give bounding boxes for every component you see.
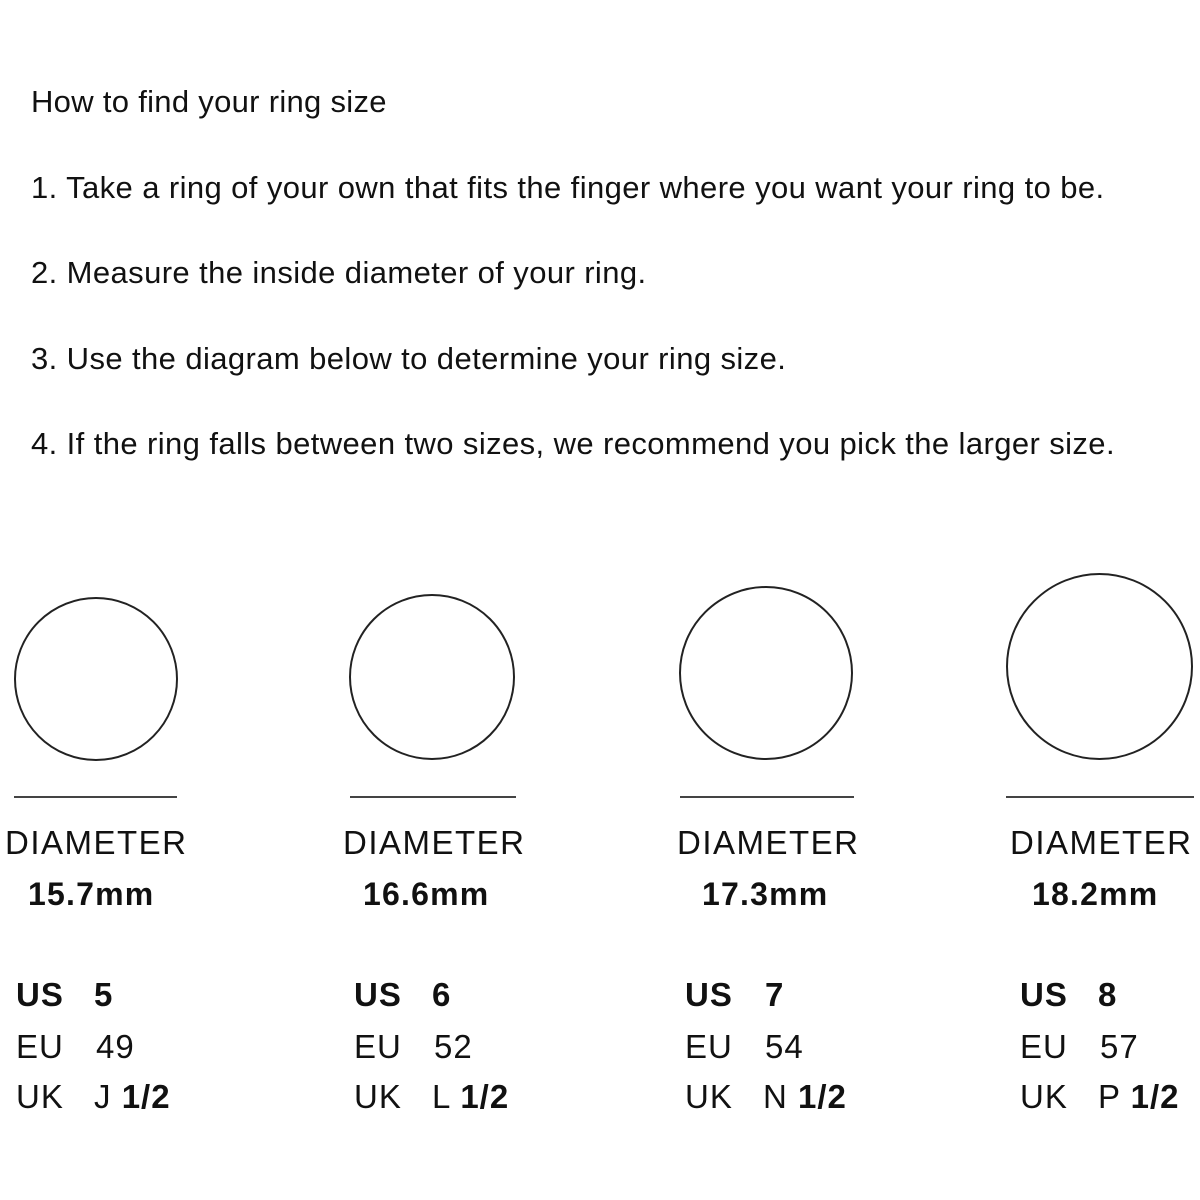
diameter-label: DIAMETER [343,824,526,861]
us-label: US [16,976,64,1013]
uk-size-letter: N [763,1078,788,1115]
us-size-value: 7 [765,976,785,1013]
us-label: US [685,976,733,1013]
diameter-value: 15.7mm [28,876,155,912]
diameter-value: 16.6mm [363,876,490,912]
us-size-value: 5 [94,976,114,1013]
uk-size-fraction: 1/2 [121,1078,171,1115]
eu-size-value: 54 [765,1028,804,1065]
diameter-label: DIAMETER [677,824,860,861]
eu-size-value: 57 [1100,1028,1139,1065]
uk-size-letter: J [94,1078,112,1115]
uk-size-fraction: 1/2 [460,1078,510,1115]
eu-label: EU [1020,1028,1068,1065]
diameter-label: DIAMETER [1010,824,1193,861]
uk-size-row [1020,1078,1179,1116]
page-title: How to find your ring size [31,84,387,119]
eu-size-value: 49 [96,1028,135,1065]
eu-label: EU [16,1028,64,1065]
ring-circle [1006,573,1193,760]
diameter-value: 17.3mm [702,876,829,912]
ring-divider [1006,796,1194,798]
uk-label: UK [16,1078,64,1115]
uk-label: UK [354,1078,402,1115]
us-size-value: 6 [432,976,452,1013]
eu-label: EU [685,1028,733,1065]
eu-label: EU [354,1028,402,1065]
ring-size-column-4 [0,560,1200,1160]
uk-label: UK [1020,1078,1068,1115]
uk-size-letter: P [1098,1078,1121,1115]
instruction-step-2: 2. Measure the inside diameter of your ring. [31,255,647,290]
uk-label: UK [685,1078,733,1115]
diameter-label: DIAMETER [5,824,188,861]
eu-size-row [1020,1028,1139,1066]
instruction-step-3: 3. Use the diagram below to determine your ring size. [31,341,787,376]
uk-size-letter: L [432,1078,451,1115]
uk-size-value [1098,1078,1179,1116]
us-label: US [1020,976,1068,1013]
us-size-value: 8 [1098,976,1118,1013]
diameter-value: 18.2mm [1032,876,1159,912]
uk-size-fraction: 1/2 [1130,1078,1180,1115]
instruction-step-4: 4. If the ring falls between two sizes, we recommend you pick the larger size. [31,426,1115,461]
uk-size-fraction: 1/2 [798,1078,847,1115]
us-label: US [354,976,402,1013]
eu-size-value: 52 [434,1028,473,1065]
instruction-step-1: 1. Take a ring of your own that fits the finger where you want your ring to be. [31,170,1105,205]
us-size-row [1020,976,1117,1014]
